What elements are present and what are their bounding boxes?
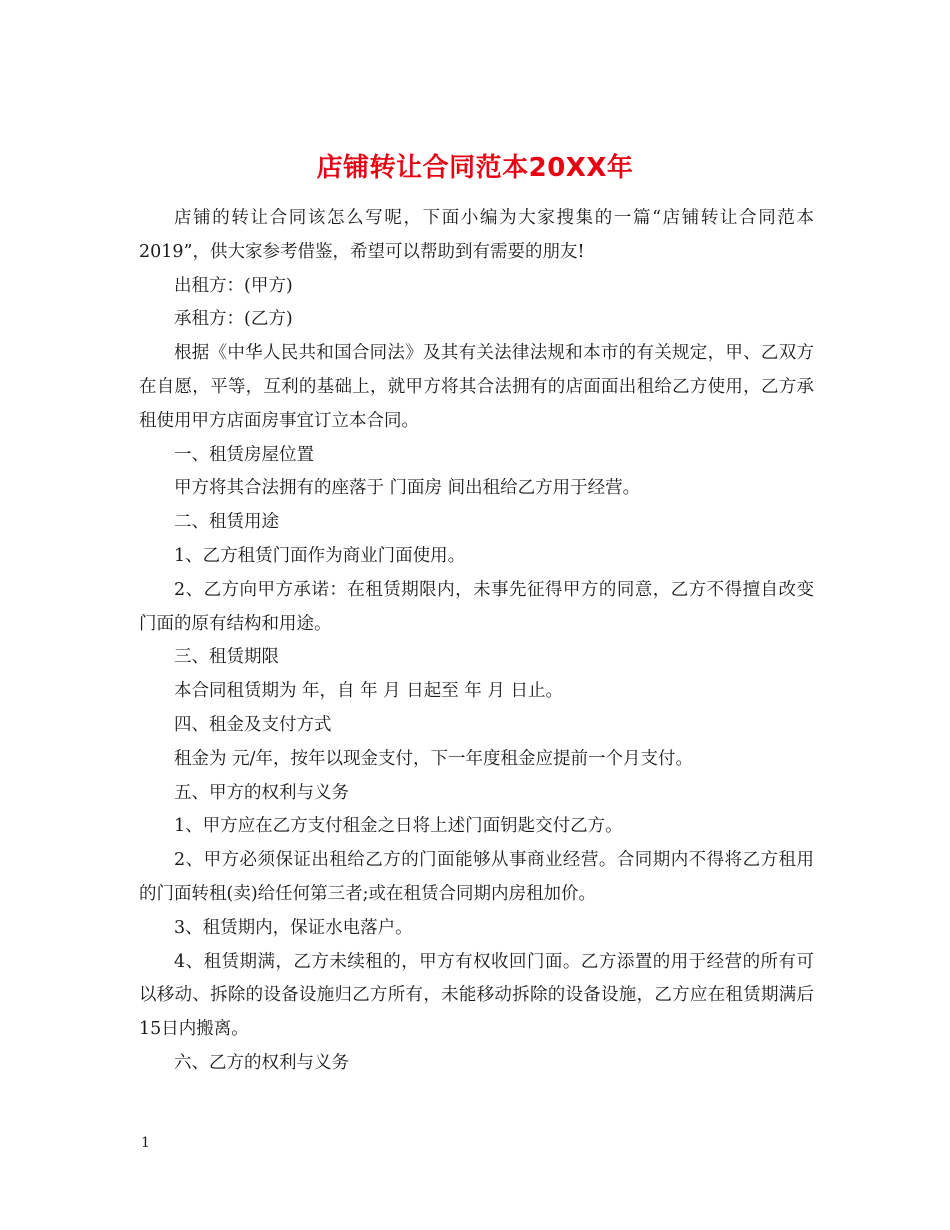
paragraph-lessor-duty-3: 3、租赁期内，保证水电落户。 (174, 917, 413, 938)
section-heading-4: 四、租金及支付方式 (174, 714, 332, 735)
paragraph-location: 甲方将其合法拥有的座落于 门面房 间出租给乙方用于经营。 (174, 478, 641, 499)
paragraph-lessee: 承租方：(乙方) (174, 309, 293, 330)
paragraph-intro: 店铺的转让合同该怎么写呢，下面小编为大家搜集的一篇“店铺转让合同范本2019”，供大家参考借鉴，希望可以帮助到有需要的朋友! (139, 208, 814, 262)
paragraph-lessor-duty-1: 1、甲方应在乙方支付租金之日将上述门面钥匙交付乙方。 (174, 816, 623, 837)
section-heading-5: 五、甲方的权利与义务 (174, 782, 349, 803)
paragraph-lessor-duty-2: 2、甲方必须保证出租给乙方的门面能够从事商业经营。合同期内不得将乙方租用的门面转租(卖)给任何第三者;或在租赁合同期内房租加价。 (139, 850, 814, 904)
page-number: 1 (141, 1135, 150, 1151)
paragraph-rent: 租金为 元/年，按年以现金支付，下一年度租金应提前一个月支付。 (174, 748, 693, 769)
paragraph-term: 本合同租赁期为 年，自 年 月 日起至 年 月 日止。 (174, 681, 563, 702)
section-heading-2: 二、租赁用途 (174, 512, 279, 533)
section-heading-6: 六、乙方的权利与义务 (174, 1052, 349, 1073)
paragraph-lessor: 出租方：(甲方) (174, 275, 293, 296)
paragraph-preamble: 根据《中华人民共和国合同法》及其有关法律法规和本市的有关规定，甲、乙双方在自愿，平等，互利的基础上，就甲方将其合法拥有的店面面出租给乙方使用，乙方承租使用甲方店面房事宜订立本合同。 (139, 343, 814, 431)
paragraph-lessor-duty-4: 4、租赁期满，乙方未续租的，甲方有权收回门面。乙方添置的用于经营的所有可以移动、拆除的设备设施归乙方所有，未能移动拆除的设备设施，乙方应在租赁期满后15日内搬离。 (139, 951, 814, 1040)
document-body (139, 202, 814, 1081)
section-heading-3: 三、租赁期限 (174, 647, 279, 668)
document-title: 店铺转让合同范本20XX年 (316, 153, 634, 184)
paragraph-usage-2: 2、乙方向甲方承诺：在租赁期限内，未事先征得甲方的同意，乙方不得擅自改变门面的原有结构和用途。 (139, 579, 814, 634)
section-heading-1: 一、租赁房屋位置 (174, 444, 314, 465)
paragraph-usage-1: 1、乙方租赁门面作为商业门面使用。 (174, 545, 466, 566)
